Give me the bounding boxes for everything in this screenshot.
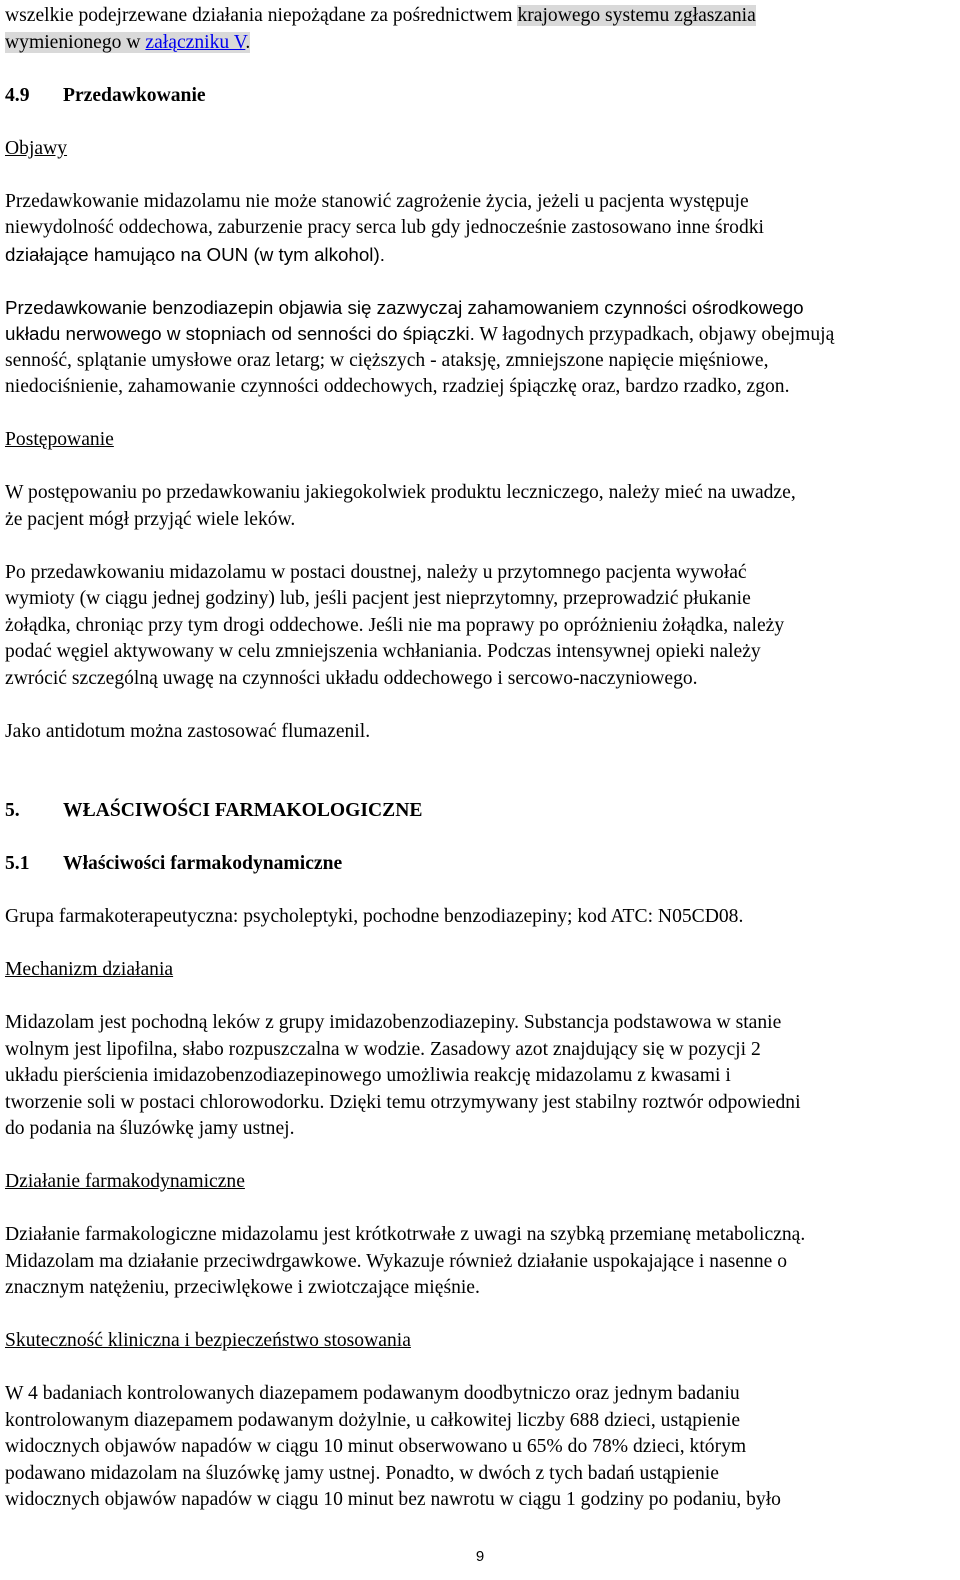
paragraph-line: niewydolność oddechowa, zaburzenie pracy serca lub gdy jednocześnie zastosowano inne środki bbox=[5, 217, 764, 238]
paragraph-line: senność, splątanie umysłowe oraz letarg; w cięższych - ataksję, zmniejszone napięcie mięśniowe, bbox=[5, 350, 769, 371]
paragraph-line: działające hamująco na OUN (w tym alkohol). bbox=[5, 244, 385, 265]
section-5-heading: 5. WŁAŚCIWOŚCI FARMAKOLOGICZNE bbox=[5, 800, 423, 821]
intro-line-1 bbox=[5, 3, 756, 29]
mechanizm-heading: Mechanizm działania bbox=[5, 959, 174, 980]
paragraph-line: Przedawkowanie midazolamu nie może stanowić zagrożenie życia, jeżeli u pacjenta występuje bbox=[5, 191, 749, 212]
paragraph-line: zwrócić szczególną uwagę na czynności układu oddechowego i sercowo-naczyniowego. bbox=[5, 668, 698, 689]
annex-v-link[interactable]: załączniku V bbox=[145, 32, 246, 53]
paragraph-line: niedociśnienie, zahamowanie czynności oddechowych, rzadziej śpiączkę oraz, bardzo rzadko, zgon. bbox=[5, 376, 790, 397]
intro-line-2 bbox=[5, 30, 250, 56]
section-5-1-heading: 5.1 Właściwości farmakodynamiczne bbox=[5, 853, 343, 874]
paragraph-line: W 4 badaniach kontrolowanych diazepamem podawanym doodbytniczo oraz jednym badaniu bbox=[5, 1383, 740, 1404]
paragraph-line: że pacjent mógł przyjąć wiele leków. bbox=[5, 509, 296, 530]
dzialanie-heading: Działanie farmakodynamiczne bbox=[5, 1171, 245, 1192]
section-4-9-heading: 4.9 Przedawkowanie bbox=[5, 85, 206, 106]
paragraph-line: W postępowaniu po przedawkowaniu jakiegokolwiek produktu leczniczego, należy mieć na uwadze, bbox=[5, 482, 796, 503]
paragraph-line: tworzenie soli w postaci chlorowodorku. Dzięki temu otrzymywany jest stabilny roztwór odpowiedni bbox=[5, 1092, 801, 1113]
paragraph-line: wolnym jest lipofilna, słabo rozpuszczalna w wodzie. Zasadowy azot znajdujący się w pozycji 2 bbox=[5, 1039, 761, 1060]
postepowanie-heading: Postępowanie bbox=[5, 429, 114, 450]
paragraph-line: Grupa farmakoterapeutyczna: psycholeptyki, pochodne benzodiazepiny; kod ATC: N05CD08. bbox=[5, 906, 744, 927]
paragraph-line: Midazolam ma działanie przeciwdrgawkowe. Wykazuje również działanie uspokajające i nasenne o bbox=[5, 1251, 788, 1272]
paragraph-line: Midazolam jest pochodną leków z grupy imidazobenzodiazepiny. Substancja podstawowa w stanie bbox=[5, 1012, 782, 1033]
paragraph-line: Przedawkowanie benzodiazepin objawia się zazwyczaj zahamowaniem czynności ośrodkowego bbox=[5, 297, 804, 318]
skutecznosc-heading: Skuteczność kliniczna i bezpieczeństwo stosowania bbox=[5, 1330, 411, 1351]
paragraph-line: Działanie farmakologiczne midazolamu jest krótkotrwałe z uwagi na szybką przemianę metaboliczną. bbox=[5, 1224, 806, 1245]
paragraph-line: układu pierścienia imidazobenzodiazepinowego umożliwia reakcję midazolamu z kwasami i bbox=[5, 1065, 731, 1086]
intro-text: wszelkie podejrzewane działania niepożądane za pośrednictwem bbox=[5, 5, 518, 26]
objawy-heading: Objawy bbox=[5, 138, 68, 159]
paragraph-line: Po przedawkowaniu midazolamu w postaci doustnej, należy u przytomnego pacjenta wywołać bbox=[5, 562, 747, 583]
paragraph-line: Jako antidotum można zastosować flumazenil. bbox=[5, 721, 371, 742]
paragraph-line: kontrolowanym diazepamem podawanym dożylnie, u całkowitej liczby 688 dzieci, ustąpienie bbox=[5, 1410, 741, 1431]
paragraph-line: żołądka, chroniąc przy tym drogi oddechowe. Jeśli nie ma poprawy po opróżnieniu żołądka, należy bbox=[5, 615, 785, 636]
paragraph-line: wymioty (w ciągu jednej godziny) lub, jeśli pacjent jest nieprzytomny, przeprowadzić płukanie bbox=[5, 588, 751, 609]
paragraph-line: znacznym natężeniu, przeciwlękowe i zwiotczające mięśnie. bbox=[5, 1277, 480, 1298]
page-number: 9 bbox=[475, 1548, 485, 1565]
paragraph-line: do podania na śluzówkę jamy ustnej. bbox=[5, 1118, 295, 1139]
paragraph-line: podawano midazolam na śluzówkę jamy ustnej. Ponadto, w dwóch z tych badań ustąpienie bbox=[5, 1463, 719, 1484]
paragraph-line: układu nerwowego w stopniach od senności do śpiączki. W łagodnych przypadkach, objawy obejmują bbox=[5, 323, 835, 345]
highlighted-text: krajowego systemu zgłaszania bbox=[517, 5, 756, 26]
paragraph-line: widocznych objawów napadów w ciągu 10 minut bez nawrotu w ciągu 1 godziny po podaniu, było bbox=[5, 1489, 781, 1510]
highlighted-text: wymienionego w załączniku V. bbox=[5, 32, 251, 53]
paragraph-line: widocznych objawów napadów w ciągu 10 minut obserwowano u 65% do 78% dzieci, którym bbox=[5, 1436, 747, 1457]
paragraph-line: podać węgiel aktywowany w celu zmniejszenia wchłaniania. Podczas intensywnej opieki należy bbox=[5, 641, 761, 662]
